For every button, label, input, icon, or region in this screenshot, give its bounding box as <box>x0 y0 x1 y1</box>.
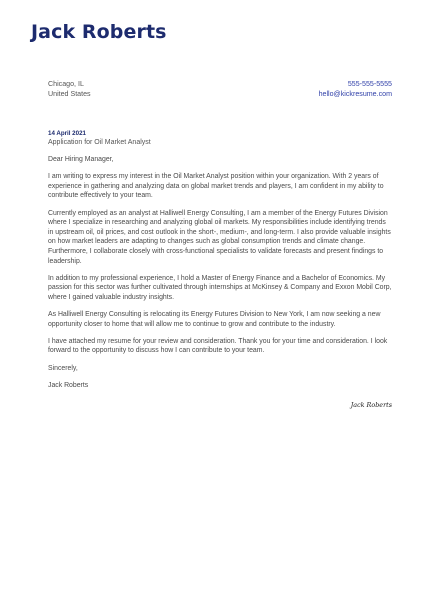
letter-date: 14 April 2021 <box>48 130 86 137</box>
paragraph-intro: I am writing to express my interest in the Oil Market Analyst position within your organization. With 2 years of experience in gathering and analyzing data on global market trends and players, I am confident in my ability to contribute effectively to your team. <box>48 173 384 200</box>
address-block <box>48 79 91 99</box>
signoff-name: Jack Roberts <box>48 381 89 389</box>
paragraph-education: In addition to my professional experience, I hold a Master of Energy Finance and a Bachelor of Economics. My passion for this sector was further cultivated through internships at McKinsey & Company and Exxon Mobil Corp, where I gained valuable industry insights. <box>48 274 392 301</box>
address-country: United States <box>48 90 91 98</box>
phone-number: 555-555-5555 <box>347 80 392 88</box>
closing: Sincerely, <box>48 364 78 372</box>
paragraph-closing: I have attached my resume for your review and consideration. Thank you for your time and consideration. I look forward to the opportunity to discuss how I can contribute to your team. <box>48 337 388 355</box>
address-city: Chicago, IL <box>48 80 84 88</box>
contact-block <box>319 79 392 99</box>
salutation: Dear Hiring Manager, <box>48 156 114 163</box>
letter-subject: Application for Oil Market Analyst <box>48 139 151 146</box>
paragraph-relocation: As Halliwell Energy Consulting is relocating its Energy Futures Division to New York, I am now seeking a new opportunity closer to home that will allow me to continue to grow and contribute to the industry. <box>48 311 381 328</box>
email-address: hello@kickresume.com <box>318 90 392 98</box>
handwritten-signature: Jack Roberts <box>350 401 392 409</box>
paragraph-experience: Currently employed as an analyst at Halliwell Energy Consulting, I am a member of the Energy Futures Division where I specialize in researching and analyzing global oil markets. My responsibilities include identifying trends in upstream oil, oil prices, and cost outlook in the short-, medium-, and long-term. I also provide valuable insights on how market leaders are adapting to changes such as global consumption trends and climate change. Furthermore, I collaborate closely with cross-functional specialists to validate forecasts and present findings to leadership. <box>48 209 391 265</box>
applicant-name: Jack Roberts <box>31 21 167 43</box>
letter-body <box>48 155 393 398</box>
